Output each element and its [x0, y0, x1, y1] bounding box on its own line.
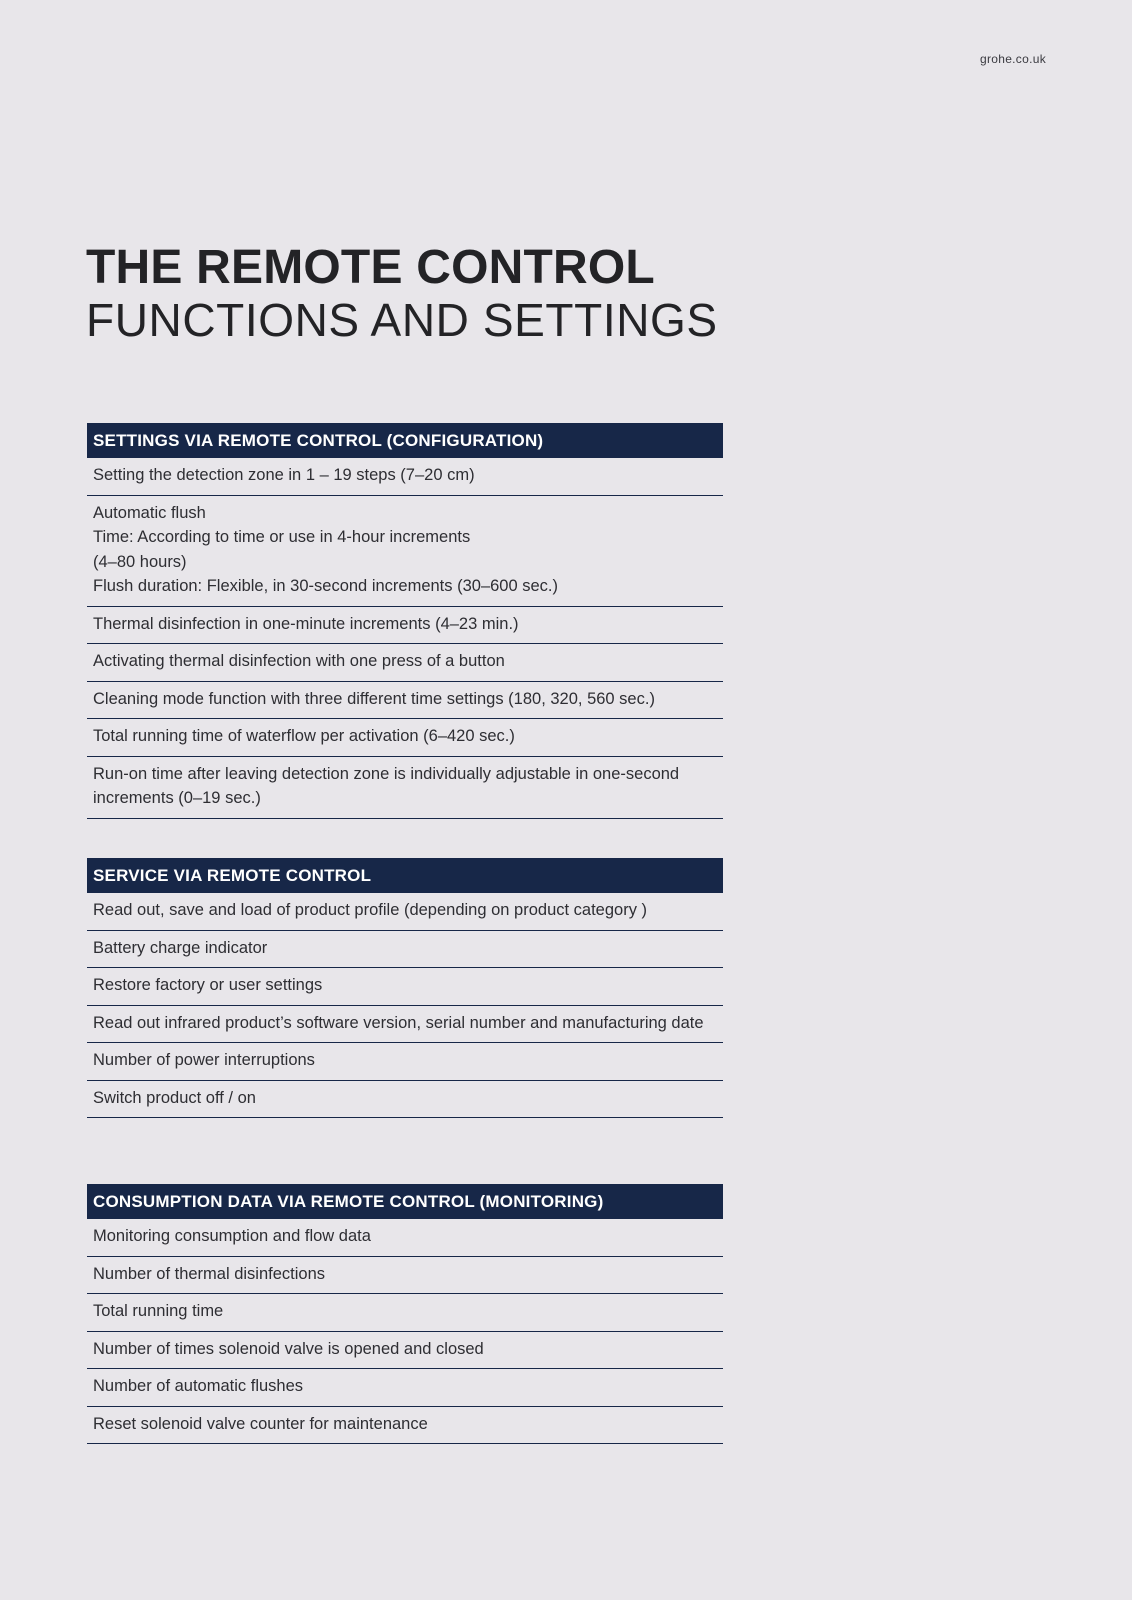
table-row [87, 757, 723, 819]
row-text: Cleaning mode function with three different time settings (180, 320, 560 sec.) [93, 689, 655, 708]
table-row [87, 607, 723, 645]
table-row [87, 1294, 723, 1332]
table-row [87, 458, 723, 496]
table-row [87, 968, 723, 1006]
page-title [86, 242, 986, 346]
table-row [87, 644, 723, 682]
section-heading: SERVICE VIA REMOTE CONTROL [87, 858, 723, 893]
row-text: Reset solenoid valve counter for maintenance [93, 1414, 428, 1433]
row-text: Number of thermal disinfections [93, 1264, 326, 1283]
section-heading: SETTINGS VIA REMOTE CONTROL (CONFIGURATION) [87, 423, 723, 458]
table-row [87, 1257, 723, 1295]
row-text: Read out infrared product’s software version, serial number and manufacturing date [93, 1013, 704, 1032]
consumption-table [87, 1184, 723, 1444]
service-table [87, 858, 723, 1118]
row-text: Number of power interruptions [93, 1051, 315, 1069]
page-title-main: THE REMOTE CONTROL [86, 241, 655, 294]
table-rows [87, 1219, 723, 1444]
row-text: Number of automatic flushes [93, 1377, 304, 1395]
table-row [87, 496, 723, 607]
row-text: Total running time [93, 1302, 224, 1320]
row-text: Switch product off / on [93, 1088, 256, 1107]
table-rows [87, 458, 723, 819]
section-heading: CONSUMPTION DATA VIA REMOTE CONTROL (MONITORING) [87, 1184, 723, 1219]
table-row [87, 1043, 723, 1081]
row-text: Flush duration: Flexible, in 30-second increments (30–600 sec.) [93, 577, 558, 595]
table-row [87, 931, 723, 969]
row-text: Restore factory or user settings [93, 976, 323, 994]
site-url: grohe.co.uk [979, 52, 1046, 66]
table-row [87, 893, 723, 931]
table-row [87, 682, 723, 720]
table-row [87, 1407, 723, 1445]
table-row [87, 1006, 723, 1044]
table-row [87, 1081, 723, 1119]
table-row [87, 1369, 723, 1407]
row-text: Number of times solenoid valve is opened and closed [93, 1339, 484, 1358]
row-text: Read out, save and load of product profile (depending on product category ) [93, 901, 648, 919]
row-text: Setting the detection zone in 1 – 19 steps (7–20 cm) [93, 466, 475, 484]
table-row [87, 719, 723, 757]
row-text: (4–80 hours) [93, 552, 187, 571]
table-row [87, 1219, 723, 1257]
table-rows [87, 893, 723, 1118]
table-row [87, 1332, 723, 1370]
row-text: Battery charge indicator [93, 938, 268, 957]
row-text: Thermal disinfection in one-minute increments (4–23 min.) [93, 614, 519, 633]
row-text: Run-on time after leaving detection zone is individually adjustable in one-second increments (0–19 sec.) [93, 764, 680, 807]
page-title-sub: FUNCTIONS AND SETTINGS [86, 294, 718, 346]
row-text: Time: According to time or use in 4-hour increments [93, 528, 471, 546]
configuration-table [87, 423, 723, 819]
row-text: Total running time of waterflow per activation (6–420 sec.) [93, 727, 515, 745]
row-text: Monitoring consumption and flow data [93, 1227, 371, 1245]
row-text: Automatic flush [93, 503, 206, 522]
row-text: Activating thermal disinfection with one press of a button [93, 652, 505, 670]
